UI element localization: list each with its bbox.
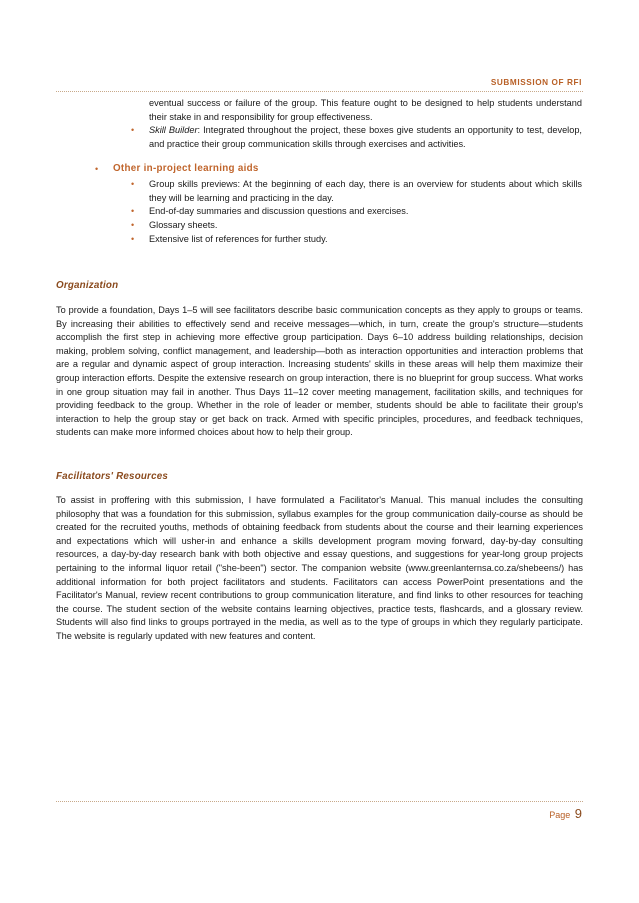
skill-builder-label: Skill Builder <box>149 125 198 135</box>
aid-item-summaries: End-of-day summaries and discussion questions and exercises. <box>149 206 409 216</box>
in-project-aids-heading: Other in-project learning aids <box>113 163 259 174</box>
running-header: SUBMISSION OF RFI <box>490 78 582 87</box>
organization-paragraph: To provide a foundation, Days 1–5 will see facilitators describe basic communication concepts as they apply to groups or teams. By increasing their abilities to effectively send and receive messages—which, in turn, create the group's structure—students accomplish the first step in achieving more effective group participation. Days 6–10 address building relationships, decision making, problem solving, conflict management, and leadership—both as interaction opportunities and interaction problems that are a regular and dynamic aspect of group interaction. Increasing students' skills in these areas will help them maximize their group interaction efforts. Despite the extensive research on group interaction, there is no blueprint for group success. What works in one group situation may fail in another. Thus Days 11–12 cover meeting management, facilitation skills, and techniques for providing feedback to the group. Whether in the role of leader or member, students should be able to facilitate their group's interaction to help the group stay or get back on track. Armed with specific principles, procedures, and feedback techniques, students can make more informed choices about how to help their group. <box>56 305 583 438</box>
skill-builder-item <box>149 124 582 151</box>
page-label: Page <box>549 810 571 820</box>
bullet-icon: • <box>131 206 135 216</box>
aid-item-glossary: Glossary sheets. <box>149 220 218 230</box>
resources-paragraph: To assist in proffering with this submission, I have formulated a Facilitator's Manual. This manual includes the consulting philosophy that was a foundation for this submission, syllabus examples for the group communication daily-course as should be created for the recruited youths, methods of obtaining feedback from students about the course and their learning experiences and expectations which will usher-in and enhance a skills development program moving forward, day-by-day consulting resources, a day-by-day research bank with both objective and essay questions, and suggestions for year-long group projects pertaining to the informal liquor retail ("she-been") sector. The companion website (www.greenlanternsa.co.za/shebeens/) has additional information for both project facilitators and students. Facilitators can access PowerPoint presentations and the Facilitator's Manual, review recent contributions to group communication literature, and find links to other resources for teaching the course. The student section of the website contains learning objectives, practice tests, flashcards, and a glossary review. Students will also find links to groups portrayed in the media, as well as to the type of groups in which they regularly participate. The website is regularly updated with new features and content. <box>56 495 583 641</box>
skill-builder-text: : Integrated throughout the project, these boxes give students an opportunity to test, develop, and practice their group communication skills through exercises and activities. <box>149 125 582 149</box>
page-number-value: 9 <box>574 806 582 821</box>
resources-heading: Facilitators' Resources <box>56 471 169 482</box>
bullet-icon: • <box>131 125 135 135</box>
footer-divider <box>56 801 583 802</box>
aid-item-references: Extensive list of references for further study. <box>149 234 328 244</box>
bullet-icon: • <box>131 220 135 230</box>
page-number <box>549 806 582 821</box>
bullet-icon: • <box>95 164 99 174</box>
continued-bullet-text: eventual success or failure of the group. This feature ought to be designed to help students understand their stake in and responsibility for group effectiveness. <box>149 98 582 122</box>
aid-item-previews: Group skills previews: At the beginning of each day, there is an overview for students about which skills they will be learning and practicing in the day. <box>149 179 582 203</box>
bullet-icon: • <box>131 179 135 189</box>
organization-heading: Organization <box>56 280 119 291</box>
bullet-icon: • <box>131 234 135 244</box>
header-divider <box>56 91 583 92</box>
